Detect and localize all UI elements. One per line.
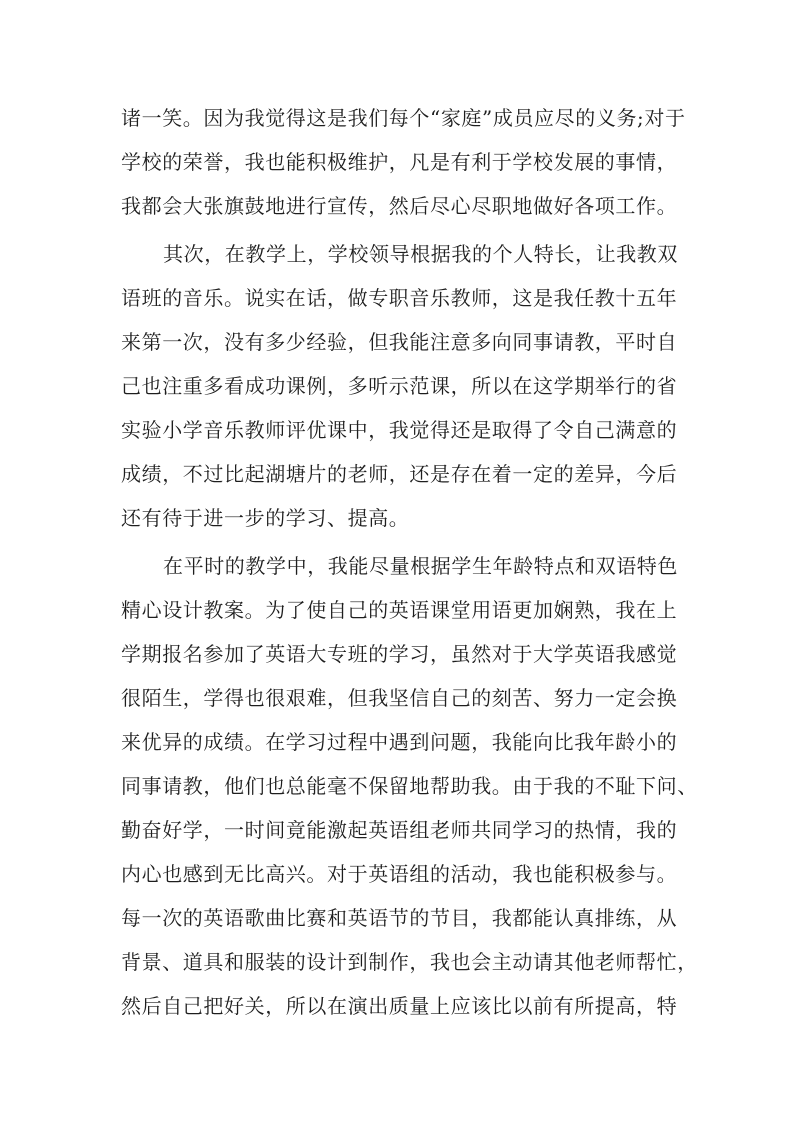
text-line: 然后自己把好关，所以在演出质量上应该比以前有所提高，特 [121, 994, 678, 1018]
text-line: 勤奋好学，一时间竟能激起英语组老师共同学习的热情，我的 [121, 818, 678, 842]
text-line: 很陌生，学得也很艰难，但我坚信自己的刻苦、努力一定会换 [121, 686, 678, 710]
text-line: 内心也感到无比高兴。对于英语组的活动，我也能积极参与。 [121, 862, 678, 886]
text-line: 精心设计教案。为了使自己的英语课堂用语更加娴熟，我在上 [121, 598, 678, 622]
text-line: 实验小学音乐教师评优课中，我觉得还是取得了令自己满意的 [121, 418, 678, 442]
text-line: 来第一次，没有多少经验，但我能注意多向同事请教，平时自 [121, 330, 678, 354]
text-line: 背景、道具和服装的设计到制作，我也会主动请其他老师帮忙， [121, 950, 698, 974]
text-line: 成绩，不过比起湖塘片的老师，还是存在着一定的差异，今后 [121, 462, 678, 486]
text-line: 每一次的英语歌曲比赛和英语节的节目，我都能认真排练，从 [121, 906, 678, 930]
paragraph-3 [121, 549, 698, 1033]
text-line: 其次，在教学上，学校领导根据我的个人特长，让我教双 [163, 242, 678, 266]
text-line: 我都会大张旗鼓地进行宣传，然后尽心尽职地做好各项工作。 [121, 194, 678, 218]
text-line: 在平时的教学中，我能尽量根据学生年龄特点和双语特色 [163, 554, 678, 578]
text-line: 来优异的成绩。在学习过程中遇到问题，我能向比我年龄小的 [121, 730, 678, 754]
text-line: 同事请教，他们也总能毫不保留地帮助我。由于我的不耻下问、 [121, 774, 698, 798]
paragraph-1 [121, 101, 685, 233]
paragraph-2 [121, 237, 685, 545]
text-line: 己也注重多看成功课例，多听示范课，所以在这学期举行的省 [121, 374, 678, 398]
text-line: 学期报名参加了英语大专班的学习，虽然对于大学英语我感觉 [121, 642, 678, 666]
text-line: 诸一笑。因为我觉得这是我们每个“家庭”成员应尽的义务;对于 [121, 106, 686, 130]
text-line: 学校的荣誉，我也能积极维护，凡是有利于学校发展的事情， [121, 150, 678, 174]
document-body [121, 101, 698, 1037]
text-line: 语班的音乐。说实在话，做专职音乐教师，这是我任教十五年 [121, 286, 678, 310]
text-line: 还有待于进一步的学习、提高。 [121, 506, 410, 530]
